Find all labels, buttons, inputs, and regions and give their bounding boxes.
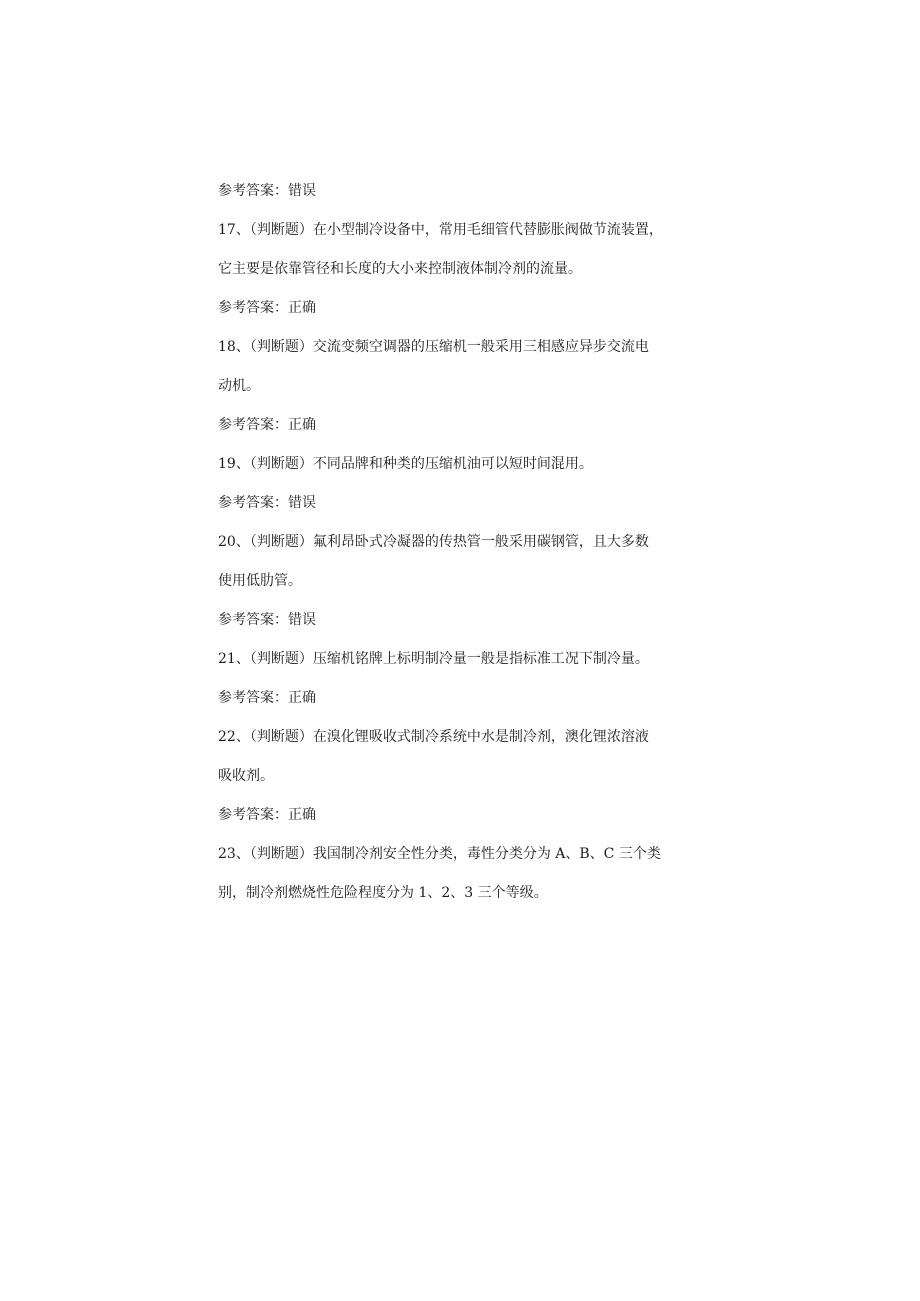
question-text-line: 动机。 <box>218 378 260 394</box>
question-text-line: 21、（判断题）压缩机铭牌上标明制冷量一般是指标准工况下制冷量。 <box>218 651 649 667</box>
answer-line: 参考答案：错误 <box>218 612 316 628</box>
question-item <box>218 211 718 289</box>
question-item <box>218 835 718 913</box>
answer-line: 参考答案：正确 <box>218 300 316 316</box>
question-text-line: 22、（判断题）在溴化锂吸收式制冷系统中水是制冷剂，澳化锂浓溶液 <box>218 729 649 745</box>
question-list <box>218 172 718 913</box>
question-item <box>218 328 718 406</box>
answer-line: 参考答案：正确 <box>218 690 316 706</box>
question-text-line: 别，制冷剂燃烧性危险程度分为 1、2、3 三个等级。 <box>218 885 548 901</box>
question-item <box>218 718 718 796</box>
question-text-line: 17、（判断题）在小型制冷设备中，常用毛细管代替膨胀阀做节流装置， <box>218 222 663 238</box>
answer-line: 参考答案：错误 <box>218 495 316 511</box>
question-text-line: 23、（判断题）我国制冷剂安全性分类，毒性分类分为 A、B、C 三个类 <box>218 846 661 862</box>
question-item <box>218 523 718 601</box>
question-text-line: 18、（判断题）交流变频空调器的压缩机一般采用三相感应异步交流电 <box>218 339 649 355</box>
question-text-line: 吸收剂。 <box>218 768 274 784</box>
answer-line: 参考答案：正确 <box>218 417 316 433</box>
question-text-line: 19、（判断题）不同品牌和种类的压缩机油可以短时间混用。 <box>218 456 593 472</box>
question-item <box>218 445 718 484</box>
answer-line: 参考答案：错误 <box>218 183 316 199</box>
question-text-line: 20、（判断题）氟利昂卧式冷凝器的传热管一般采用碳钢管，且大多数 <box>218 534 649 550</box>
question-item <box>218 640 718 679</box>
question-text-line: 它主要是依靠管径和长度的大小来控制液体制冷剂的流量。 <box>218 261 582 277</box>
answer-line: 参考答案：正确 <box>218 807 316 823</box>
question-text-line: 使用低肋管。 <box>218 573 302 589</box>
